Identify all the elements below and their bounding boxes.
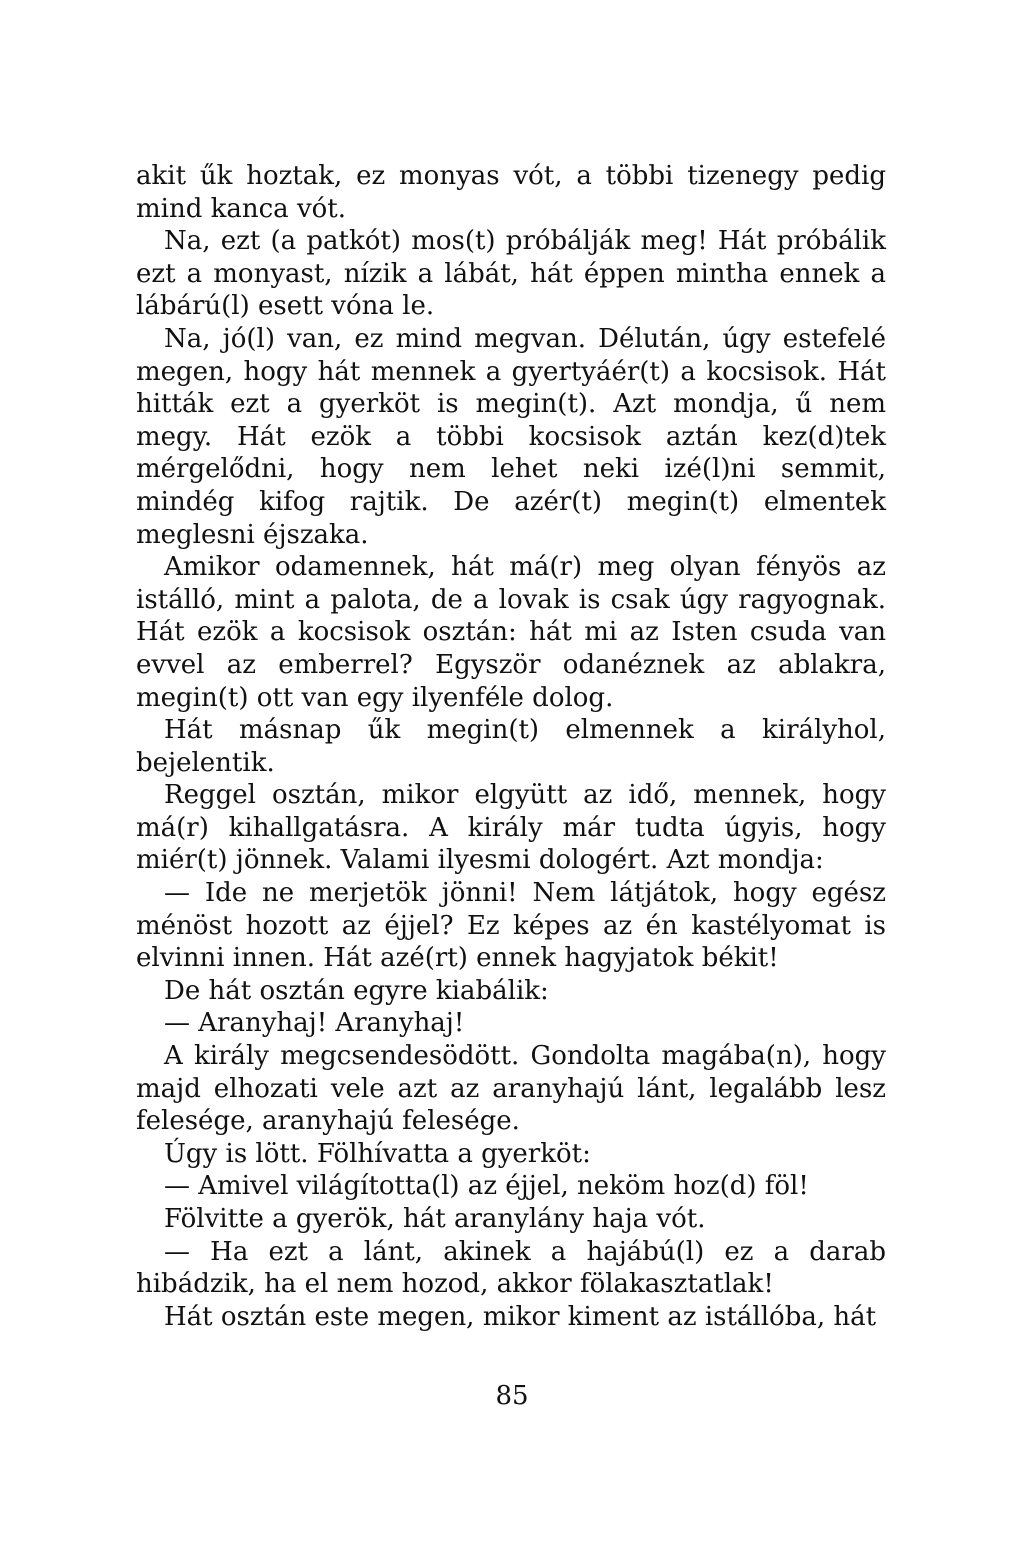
paragraph-10: A király megcsendesödött. Gondolta magába(n), hogy majd elhozati vele azt az aranyhajú lánt, legalább lesz felesége, aranyhajú felesége.: [136, 1041, 886, 1137]
paragraph-8: De hát osztán egyre kiabálik:: [164, 975, 549, 1006]
paragraph-11: Úgy is lött. Fölhívatta a gyerköt:: [164, 1138, 591, 1169]
paragraph-1: akit űk hoztak, ez monyas vót, a többi tizenegy pedig mind kanca vót.: [136, 161, 886, 224]
dialogue-paragraph-14: — Ha ezt a lánt, akinek a hajábú(l) ez a darab hibádzik, ha el nem hozod, akkor fölakasztatlak!: [136, 1236, 886, 1300]
paragraph-6: Reggel osztán, mikor elgyütt az idő, mennek, hogy má(r) kihallgatásra. A király már tudta úgyis, hogy miér(t) jönnek. Valami ilyesmi dologért. Azt mondja:: [136, 780, 886, 876]
dialogue-paragraph-7: — Ide ne merjetök jönni! Nem látjátok, hogy egész ménöst hozott az éjjel? Ez képes az én kastélyomat is elvinni innen. Hát azé(rt) ennek hagyjatok békit!: [136, 878, 886, 974]
paragraph-2: Na, ezt (a patkót) mos(t) próbálják meg! Hát próbálik ezt a monyast, nízik a lábát, hát éppen mintha ennek a lábárú(l) esett vóna le.: [136, 226, 886, 322]
page-body-text: [136, 160, 886, 1333]
dialogue-paragraph-9: — Aranyhaj! Aranyhaj!: [164, 1008, 465, 1039]
paragraph-15: Hát osztán este megen, mikor kiment az istállóba, hát: [164, 1301, 877, 1332]
page-number: 85: [495, 1381, 529, 1411]
paragraph-3: Na, jó(l) van, ez mind megvan. Délután, úgy estefelé megen, hogy hát mennek a gyertyáér(t) a kocsisok. Hát hitták ezt a gyerköt is megin(t). Azt mondja, ű nem megy. Hát ezök a többi kocsisok aztán kez(d)tek mérgelődni, hogy nem lehet neki izé(l)ni semmit, mindég kifog rajtik. De azér(t) megin(t) elmentek meglesni éjszaka.: [136, 323, 886, 550]
paragraph-5: Hát másnap űk megin(t) elmennek a királyhol, bejelentik.: [136, 715, 886, 778]
paragraph-4: Amikor odamennek, hát má(r) meg olyan fényös az istálló, mint a palota, de a lovak is csak úgy ragyognak. Hát ezök a kocsisok osztán: hát mi az Isten csuda van evvel az emberrel? Egyször odanéznek az ablakra, megin(t) ott van egy ilyenféle dolog.: [136, 552, 886, 713]
paragraph-13: Fölvitte a gyerök, hát aranylány haja vót.: [164, 1204, 706, 1234]
dialogue-paragraph-12: — Amivel világította(l) az éjjel, neköm hoz(d) föl!: [164, 1171, 809, 1202]
